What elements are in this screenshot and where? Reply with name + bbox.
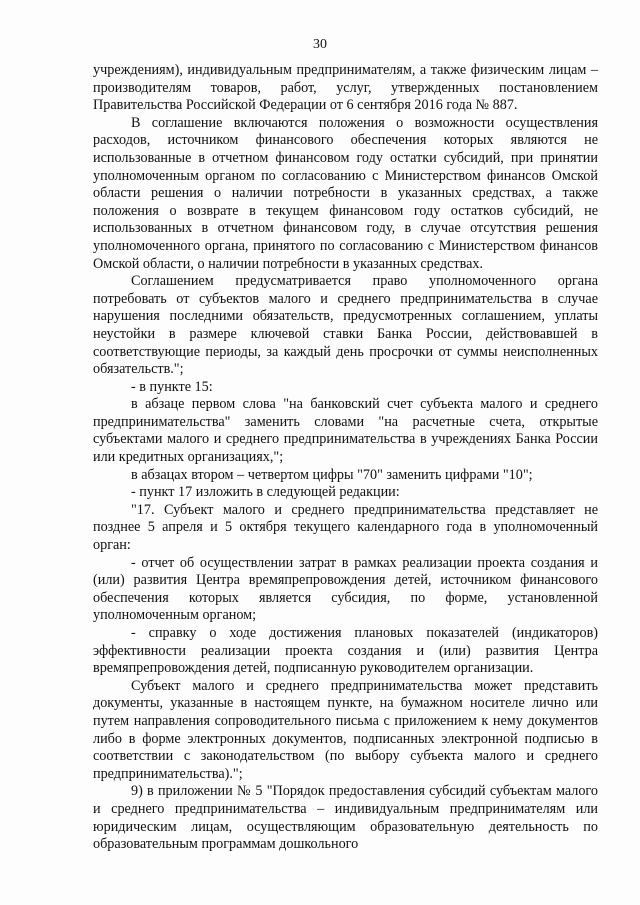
paragraph-item-17-text: "17. Субъект малого и среднего предпринимательства представляет не позднее 5 апреля и 5 октября текущего календарного года в уполномоченный орган: bbox=[93, 501, 598, 554]
paragraph-submission: Субъект малого и среднего предпринимательства может представить документы, указанные в настоящем пункте, на бумажном носителе лично или путем направления сопроводительного письма с приложением к нему документов либо в форме электронных документов, подписанных электронной подписью в соответствии с законодательством (по выбору субъекта малого и среднего предпринимательства)."; bbox=[93, 677, 598, 782]
paragraph-penalty: Соглашением предусматривается право уполномоченного органа потребовать от субъектов малого и среднего предпринимательства в случае нарушения последними обязательств, предусмотренных соглашением, уплаты неустойки в размере ключевой ставки Банка России, действовавшей в соответствующие периоды, за каждый день просрочки от суммы неисполненных обязательств."; bbox=[93, 273, 598, 378]
paragraph-item-15-second: в абзацах втором – четвертом цифры "70" заменить цифрами "10"; bbox=[131, 466, 533, 483]
page-number: 30 bbox=[313, 37, 327, 52]
paragraph-agreement-provisions: В соглашение включаются положения о возможности осуществления расходов, источником финансового обеспечения которых являются не использованные в отчетном финансовом году остатки субсидий, при принятии уполномоченным органом по согласованию с Министерством финансов Омской области решения о наличии потребности в указанных средствах, а также положения о возврате в текущем финансовом году остатков субсидий, не использованных в отчетном финансовом году, в случае отсутствия решения уполномоченного органа, принятого по согласованию с Министерством финансов Омской области, о наличии потребности в указанных средствах. bbox=[93, 114, 598, 272]
paragraph-report: - отчет об осуществлении затрат в рамках реализации проекта создания и (или) развития Центра времяпрепровождения детей, источником финансового обеспечения которых является субсидия, по форме, установленной уполномоченным органом; bbox=[93, 554, 598, 624]
paragraph-certificate: - справку о ходе достижения плановых показателей (индикаторов) эффективности реализации проекта создания и (или) развития Центра времяпрепровождения детей, подписанную руководителем организации. bbox=[93, 625, 598, 677]
paragraph-item-15-first: в абзаце первом слова "на банковский счет субъекта малого и среднего предпринимательства" заменить словами "на расчетные счета, открытые субъектами малого и среднего предпринимательства в учреждениях Банка России или кредитных организациях,"; bbox=[93, 396, 598, 466]
paragraph-item-17: - пункт 17 изложить в следующей редакции: bbox=[131, 484, 400, 501]
document-body bbox=[93, 62, 598, 854]
paragraph-appendix-5: 9) в приложении № 5 "Порядок предоставления субсидий субъектам малого и среднего предпринимательства – индивидуальным предпринимателям или юридическим лицам, осуществляющим образовательную деятельность по образовательным программам дошкольного bbox=[93, 783, 598, 853]
paragraph-continuation: учреждениям), индивидуальным предпринимателям, а также физическим лицам – производителям товаров, работ, услуг, утвержденных постановлением Правительства Российской Федерации от 6 сентября 2016 года № 887. bbox=[93, 62, 598, 114]
paragraph-item-15: - в пункте 15: bbox=[131, 378, 213, 395]
